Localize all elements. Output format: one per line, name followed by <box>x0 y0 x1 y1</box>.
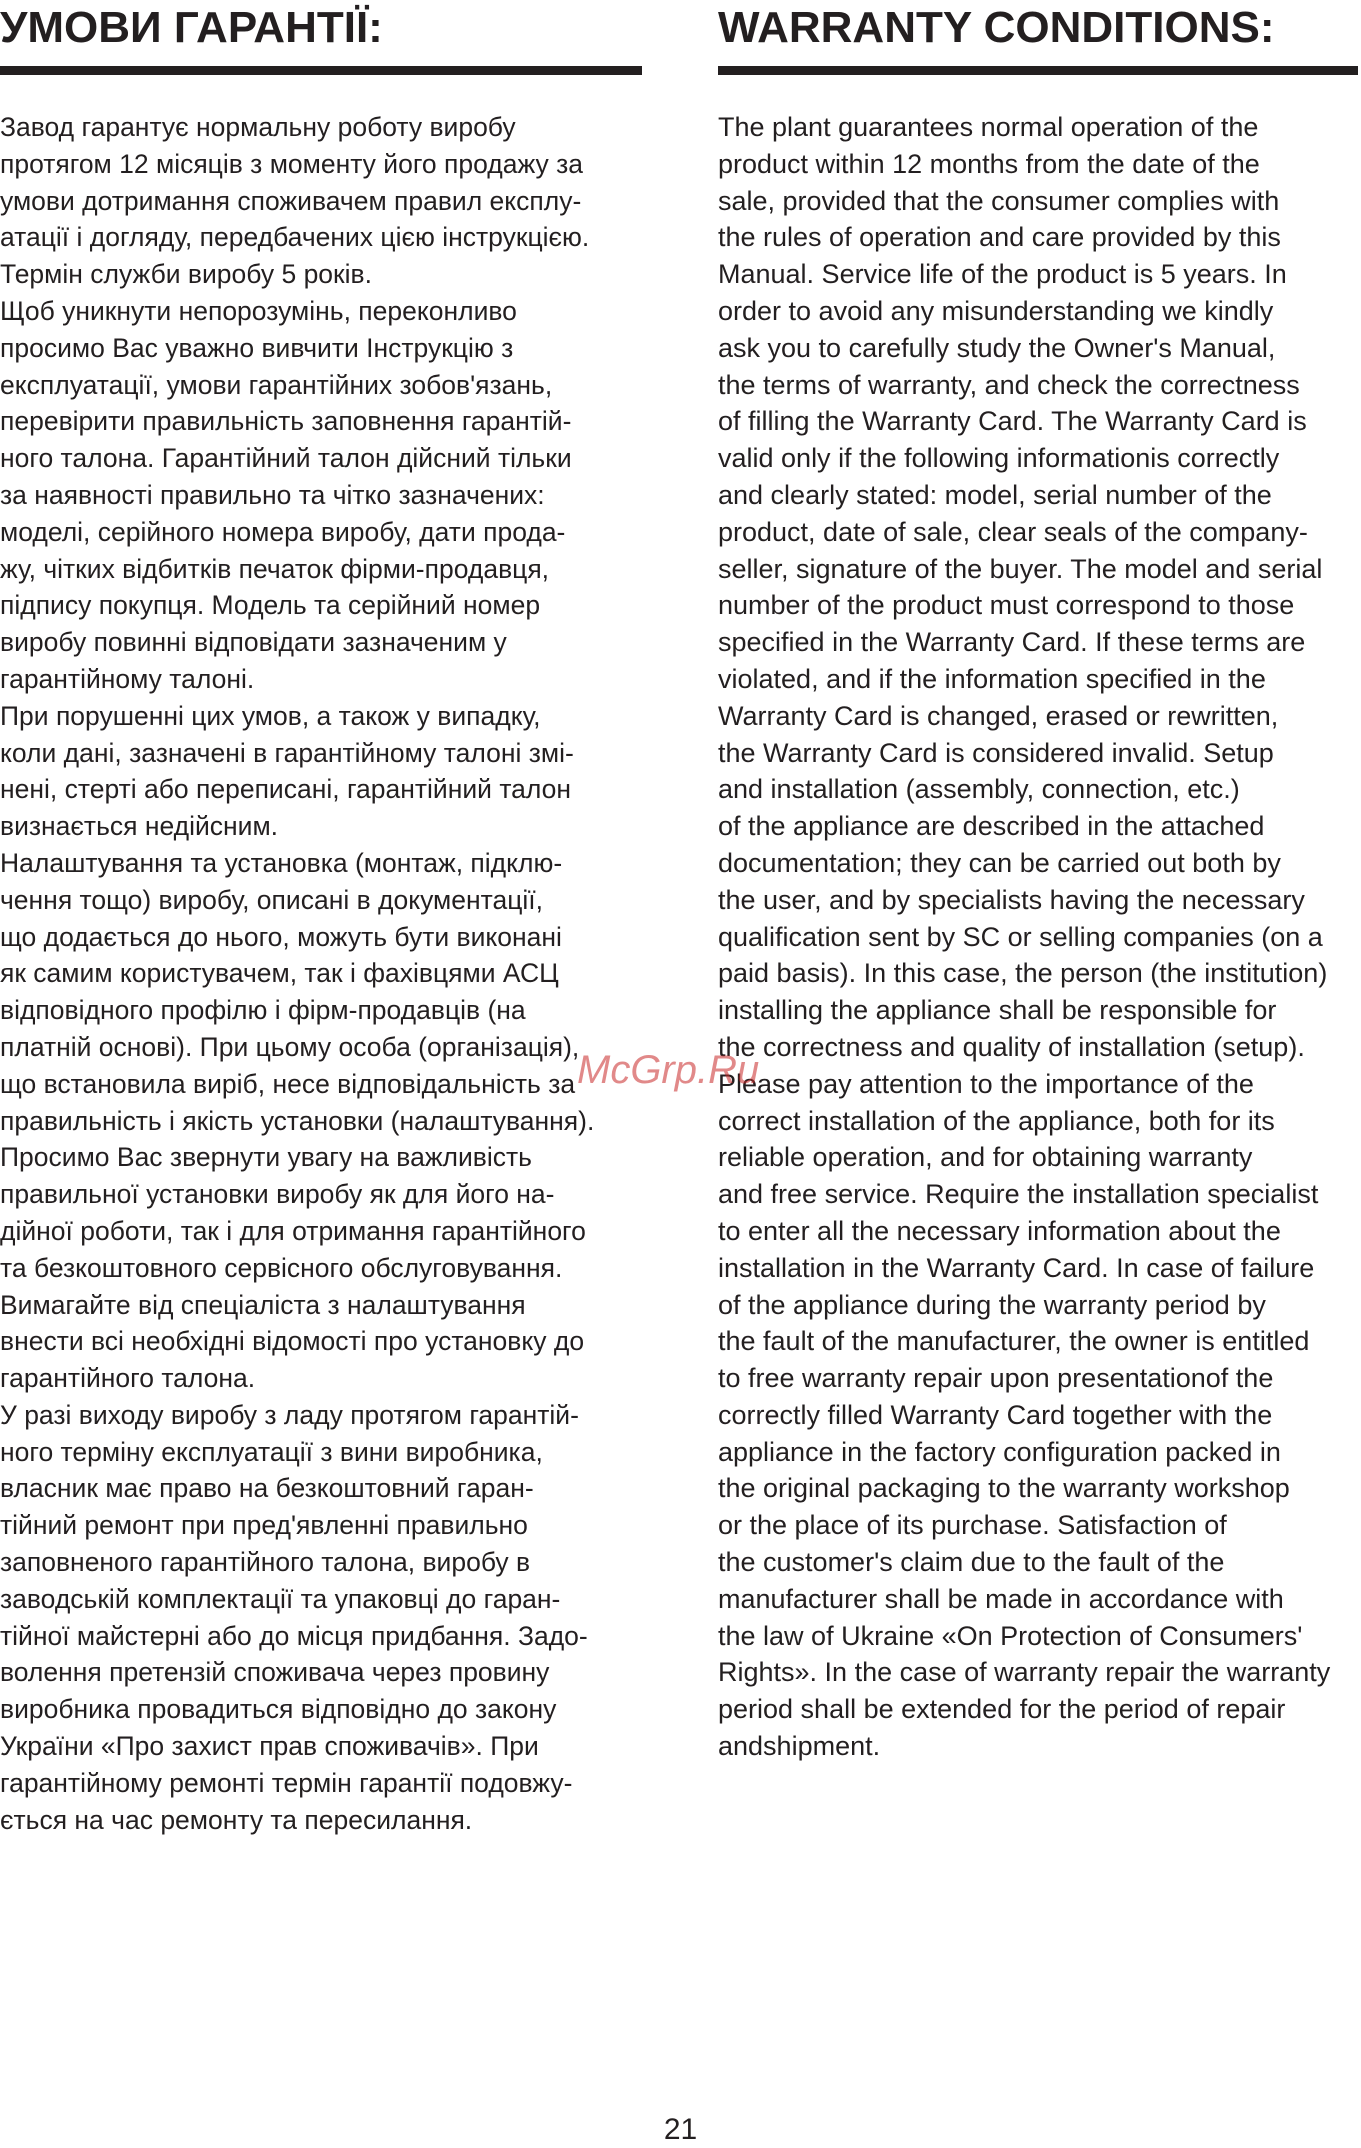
text-line: valid only if the following informationis correctly <box>718 443 1280 474</box>
text-line: or the place of its purchase. Satisfaction of <box>718 1510 1227 1541</box>
text-line: України «Про захист прав споживачів». При <box>0 1731 539 1762</box>
text-line: of filling the Warranty Card. The Warranty Card is <box>718 406 1307 437</box>
text-line: правильність і якість установки (налаштування). <box>0 1105 595 1136</box>
text-line: documentation; they can be carried out both by <box>718 847 1281 878</box>
text-line: the law of Ukraine «On Protection of Consumers' <box>718 1620 1303 1651</box>
ukrainian-column <box>0 0 642 1838</box>
text-line: визнається недійсним. <box>0 811 279 842</box>
text-line: appliance in the factory configuration packed in <box>718 1436 1281 1467</box>
text-line: внести всі необхідні відомості про установку до <box>0 1326 585 1357</box>
text-line: за наявності правильно та чітко зазначених: <box>0 479 545 510</box>
text-line: тійний ремонт при пред'явленні правильно <box>0 1510 528 1541</box>
text-line: правильної установки виробу як для його на- <box>0 1179 555 1210</box>
text-line: дійної роботи, так і для отримання гарантійного <box>0 1215 586 1246</box>
text-line: нені, стерті або переписані, гарантійний талон <box>0 774 572 805</box>
text-line: and clearly stated: model, serial number of the <box>718 479 1272 510</box>
english-heading: WARRANTY CONDITIONS: <box>718 3 1275 52</box>
text-line: ask you to carefully study the Owner's Manual, <box>718 332 1276 363</box>
text-line: sale, provided that the consumer complies with <box>718 185 1280 216</box>
text-line: атації і догляду, передбачених цією інструкцією. <box>0 222 590 253</box>
text-line: відповідного профілю і фірм-продавців (на <box>0 995 526 1026</box>
english-column <box>718 0 1358 1765</box>
watermark: McGrp.Ru <box>577 1048 760 1092</box>
text-line: що додається до нього, можуть бути виконані <box>0 921 562 952</box>
text-line: ного талона. Гарантійний талон дійсний тільки <box>0 443 572 474</box>
text-line: виробу повинні відповідати зазначеним у <box>0 627 507 658</box>
text-line: експлуатації, умови гарантійних зобов'язань, <box>0 369 553 400</box>
text-line: to enter all the necessary information about the <box>718 1215 1281 1246</box>
english-heading-rule <box>718 66 1358 75</box>
text-line: як самим користувачем, так і фахівцями АСЦ <box>0 958 559 989</box>
text-line: Щоб уникнути непорозумінь, переконливо <box>0 295 517 326</box>
text-line: installation in the Warranty Card. In case of failure <box>718 1252 1315 1283</box>
text-line: The plant guarantees normal operation of the <box>718 112 1259 142</box>
text-line: manufacturer shall be made in accordance with <box>718 1583 1284 1614</box>
text-line: коли дані, зазначені в гарантійному талоні змі- <box>0 737 574 768</box>
text-line: заповненого гарантійного талона, виробу в <box>0 1547 531 1578</box>
text-line: У разі виходу виробу з ладу протягом гарантій- <box>0 1399 579 1430</box>
text-line: власник має право на безкоштовний гаран- <box>0 1473 534 1504</box>
text-line: протягом 12 місяців з моменту його продажу за <box>0 148 583 179</box>
text-line: Warranty Card is changed, erased or rewritten, <box>718 700 1279 731</box>
text-line: the rules of operation and care provided by this <box>718 222 1281 253</box>
text-line: period shall be extended for the period of repair <box>718 1694 1286 1725</box>
text-line: of the appliance during the warranty period by <box>718 1289 1266 1320</box>
text-line: and free service. Require the installation specialist <box>718 1179 1319 1210</box>
text-line: installing the appliance shall be responsible for <box>718 995 1277 1026</box>
text-line: Manual. Service life of the product is 5 years. In <box>718 259 1287 290</box>
text-line: the original packaging to the warranty workshop <box>718 1473 1290 1504</box>
text-line: моделі, серійного номера виробу, дати прода- <box>0 516 566 547</box>
text-line: of the appliance are described in the attached <box>718 811 1265 842</box>
text-line: Налаштування та установка (монтаж, підклю- <box>0 847 563 878</box>
text-line: Rights». In the case of warranty repair the warranty <box>718 1657 1331 1688</box>
text-line: Термін служби виробу 5 років. <box>0 259 372 290</box>
text-line: correct installation of the appliance, both for its <box>718 1105 1275 1136</box>
english-body-text <box>718 109 1358 1765</box>
text-line: ного терміну експлуатації з вини виробника, <box>0 1436 543 1467</box>
text-line: seller, signature of the buyer. The model and serial <box>718 553 1323 584</box>
text-line: та безкоштовного сервісного обслуговування. <box>0 1252 563 1283</box>
page-number: 21 <box>663 2113 698 2146</box>
text-line: the user, and by specialists having the necessary <box>718 884 1305 915</box>
ukrainian-heading: УМОВИ ГАРАНТІЇ: <box>0 3 383 52</box>
text-line: number of the product must correspond to those <box>718 590 1295 621</box>
text-line: волення претензій споживача через провину <box>0 1657 550 1688</box>
text-line: Please pay attention to the importance of the <box>718 1068 1254 1099</box>
text-line: чення тощо) виробу, описані в документації, <box>0 884 544 915</box>
text-line: підпису покупця. Модель та серійний номер <box>0 590 541 621</box>
text-line: the Warranty Card is considered invalid. Setup <box>718 737 1274 768</box>
text-line: виробника провадиться відповідно до закону <box>0 1694 557 1725</box>
text-line: the terms of warranty, and check the correctness <box>718 369 1300 400</box>
text-line: заводській комплектації та упаковці до гаран- <box>0 1583 561 1614</box>
text-line: тійної майстерні або до місця придбання. Задо- <box>0 1620 588 1651</box>
text-line: При порушенні цих умов, а також у випадку, <box>0 700 541 731</box>
text-line: платній основі). При цьому особа (організація), <box>0 1031 580 1062</box>
ukrainian-heading-rule <box>0 66 642 75</box>
text-line: reliable operation, and for obtaining warranty <box>718 1142 1253 1173</box>
ukrainian-body-text <box>0 109 642 1838</box>
text-line: the customer's claim due to the fault of the <box>718 1547 1225 1578</box>
text-line: гарантійного талона. <box>0 1363 256 1394</box>
text-line: order to avoid any misunderstanding we kindly <box>718 295 1274 326</box>
text-line: violated, and if the information specified in the <box>718 663 1266 694</box>
text-line: to free warranty repair upon presentationof the <box>718 1363 1274 1394</box>
text-line: paid basis). In this case, the person (the institution) <box>718 958 1328 989</box>
text-line: перевірити правильність заповнення гарантій- <box>0 406 572 437</box>
text-line: що встановила виріб, несе відповідальність за <box>0 1068 576 1099</box>
text-line: ється на час ремонту та пересилання. <box>0 1804 473 1835</box>
text-line: умови дотримання споживачем правил експлу- <box>0 185 582 216</box>
text-line: просимо Вас уважно вивчити Інструкцію з <box>0 332 514 363</box>
text-line: correctly filled Warranty Card together with the <box>718 1399 1273 1430</box>
text-line: product within 12 months from the date of the <box>718 148 1260 179</box>
text-line: Просимо Вас звернути увагу на важливість <box>0 1142 532 1173</box>
text-line: and installation (assembly, connection, etc.) <box>718 774 1240 805</box>
text-line: Завод гарантує нормальну роботу виробу <box>0 112 516 142</box>
text-line: the correctness and quality of installation (setup). <box>718 1031 1305 1062</box>
text-line: specified in the Warranty Card. If these terms are <box>718 627 1306 658</box>
text-line: Вимагайте від спеціаліста з налаштування <box>0 1289 526 1320</box>
text-line: andshipment. <box>718 1731 881 1762</box>
text-line: the fault of the manufacturer, the owner is entitled <box>718 1326 1310 1357</box>
text-line: product, date of sale, clear seals of the company- <box>718 516 1308 547</box>
text-line: гарантійному ремонті термін гарантії подовжу- <box>0 1767 573 1798</box>
text-line: гарантійному талоні. <box>0 663 255 694</box>
text-line: qualification sent by SC or selling companies (on a <box>718 921 1323 952</box>
text-line: жу, чітких відбитків печаток фірми-продавця, <box>0 553 550 584</box>
